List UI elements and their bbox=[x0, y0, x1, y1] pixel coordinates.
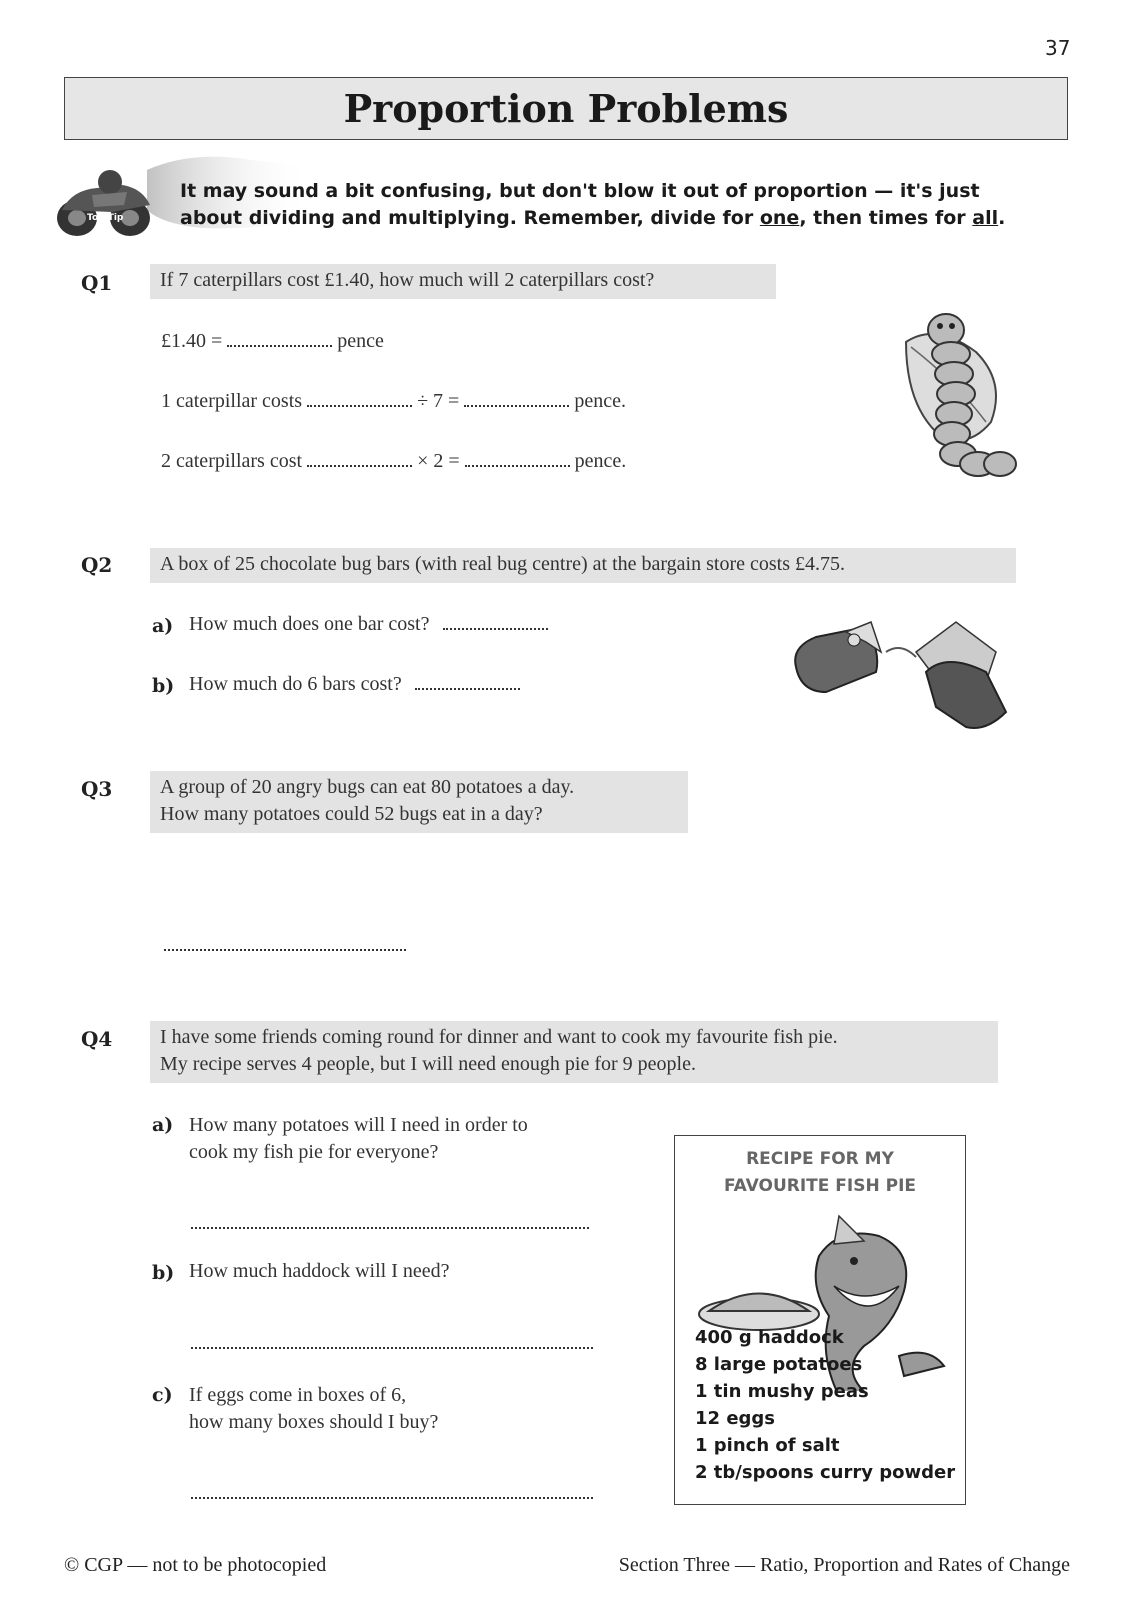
q4c-answer-line bbox=[191, 1483, 593, 1503]
q4c-text bbox=[189, 1382, 438, 1436]
recipe-item: 1 pinch of salt bbox=[695, 1435, 840, 1456]
q4b-text: How much haddock will I need? bbox=[189, 1260, 450, 1282]
q4a-line-2: cook my fish pie for everyone? bbox=[189, 1141, 439, 1163]
recipe-item: 2 tb/spoons curry powder bbox=[695, 1462, 956, 1483]
tip-word-one: one bbox=[759, 207, 800, 229]
q1-label: Q1 bbox=[81, 271, 113, 295]
q3-question-line-2: How many potatoes could 52 bugs eat in a day? bbox=[160, 803, 543, 825]
recipe-item: 1 tin mushy peas bbox=[695, 1381, 869, 1402]
q4-question-line-1: I have some friends coming round for dinner and want to cook my favourite fish pie. bbox=[160, 1026, 838, 1048]
tip-line-2-a: about dividing and multiplying. Remember, divide for bbox=[180, 207, 760, 229]
top-tip-text bbox=[180, 178, 1005, 232]
q2-label: Q2 bbox=[81, 553, 113, 577]
recipe-item: 8 large potatoes bbox=[695, 1354, 863, 1375]
q1-line-2-prefix: 1 caterpillar costs bbox=[161, 390, 303, 412]
q4a-answer-line bbox=[191, 1213, 589, 1233]
q2a-line bbox=[189, 613, 548, 636]
q4a-line-1: How many potatoes will I need in order to bbox=[189, 1114, 528, 1136]
q4b-answer-blank[interactable] bbox=[191, 1333, 593, 1349]
q1-answer-blank-2[interactable] bbox=[307, 391, 412, 407]
q2-question: A box of 25 chocolate bug bars (with real bug centre) at the bargain store costs £4.75. bbox=[150, 548, 1016, 583]
footer-copyright: © CGP — not to be photocopied bbox=[64, 1554, 327, 1576]
recipe-item: 400 g haddock bbox=[695, 1327, 844, 1348]
recipe-title-line-1: RECIPE FOR MY bbox=[746, 1149, 894, 1169]
q2b-label: b) bbox=[152, 675, 175, 697]
recipe-card bbox=[674, 1135, 966, 1505]
q1-answer-blank-3[interactable] bbox=[464, 391, 569, 407]
q4-question-line-2: My recipe serves 4 people, but I will need enough pie for 9 people. bbox=[160, 1053, 696, 1075]
recipe-title bbox=[675, 1146, 965, 1200]
chocolate-bar-illustration bbox=[786, 612, 1026, 742]
recipe-title-line-2: FAVOURITE FISH PIE bbox=[723, 1176, 917, 1196]
recipe-item: 12 eggs bbox=[695, 1408, 776, 1429]
footer-section: Section Three — Ratio, Proportion and Rates of Change bbox=[618, 1554, 1070, 1576]
tip-line-2-b: , then times for bbox=[799, 207, 973, 229]
caterpillar-illustration bbox=[896, 312, 1026, 497]
tip-line-2-c: . bbox=[998, 207, 1006, 229]
q2b-line bbox=[189, 673, 520, 696]
q4c-line-2: how many boxes should I buy? bbox=[189, 1411, 439, 1433]
q3-answer-line bbox=[164, 935, 406, 955]
q1-line-1 bbox=[161, 330, 384, 353]
q2a-answer-blank[interactable] bbox=[443, 614, 548, 630]
tip-line-1: It may sound a bit confusing, but don't blow it out of proportion — it's just bbox=[180, 180, 980, 202]
q3-question bbox=[150, 771, 688, 833]
q1-line-3 bbox=[161, 450, 626, 473]
q1-line-3-prefix: 2 caterpillars cost bbox=[161, 450, 303, 472]
q1-line-3-op: × 2 = bbox=[417, 450, 460, 472]
q3-answer-blank[interactable] bbox=[164, 935, 406, 951]
q4-question bbox=[150, 1021, 998, 1083]
q2b-text: How much do 6 bars cost? bbox=[189, 673, 402, 695]
tip-line-2 bbox=[180, 205, 1005, 232]
q1-line-1-prefix: £1.40 = bbox=[161, 330, 223, 352]
q4a-label: a) bbox=[152, 1114, 174, 1136]
q3-question-line-1: A group of 20 angry bugs can eat 80 potatoes a day. bbox=[160, 776, 575, 798]
q3-label: Q3 bbox=[81, 777, 113, 801]
recipe-ingredients-list bbox=[695, 1324, 955, 1486]
q4c-label: c) bbox=[152, 1384, 173, 1406]
q4b-label: b) bbox=[152, 1262, 175, 1284]
page-title: Proportion Problems bbox=[343, 86, 789, 131]
q1-line-2-suffix: pence. bbox=[574, 390, 626, 412]
q1-line-2 bbox=[161, 390, 626, 413]
q2a-label: a) bbox=[152, 615, 174, 637]
q1-line-3-suffix: pence. bbox=[574, 450, 627, 472]
q4a-answer-blank[interactable] bbox=[191, 1213, 589, 1229]
q4b-answer-line bbox=[191, 1333, 593, 1353]
q1-answer-blank-1[interactable] bbox=[227, 331, 332, 347]
q1-answer-blank-5[interactable] bbox=[465, 451, 570, 467]
page-title-box bbox=[64, 77, 1068, 140]
q2a-text: How much does one bar cost? bbox=[189, 613, 430, 635]
q1-question: If 7 caterpillars cost £1.40, how much will 2 caterpillars cost? bbox=[150, 264, 776, 299]
q4-label: Q4 bbox=[81, 1027, 113, 1051]
top-tip-badge: Top Tip bbox=[87, 213, 124, 223]
page-number: 37 bbox=[1045, 36, 1071, 60]
tip-word-all: all bbox=[972, 207, 999, 229]
q4c-answer-blank[interactable] bbox=[191, 1483, 593, 1499]
q4a-text bbox=[189, 1112, 528, 1166]
q1-answer-blank-4[interactable] bbox=[307, 451, 412, 467]
q1-line-1-suffix: pence bbox=[337, 330, 384, 352]
q1-line-2-op: ÷ 7 = bbox=[417, 390, 460, 412]
q4c-line-1: If eggs come in boxes of 6, bbox=[189, 1384, 407, 1406]
q2b-answer-blank[interactable] bbox=[415, 674, 520, 690]
